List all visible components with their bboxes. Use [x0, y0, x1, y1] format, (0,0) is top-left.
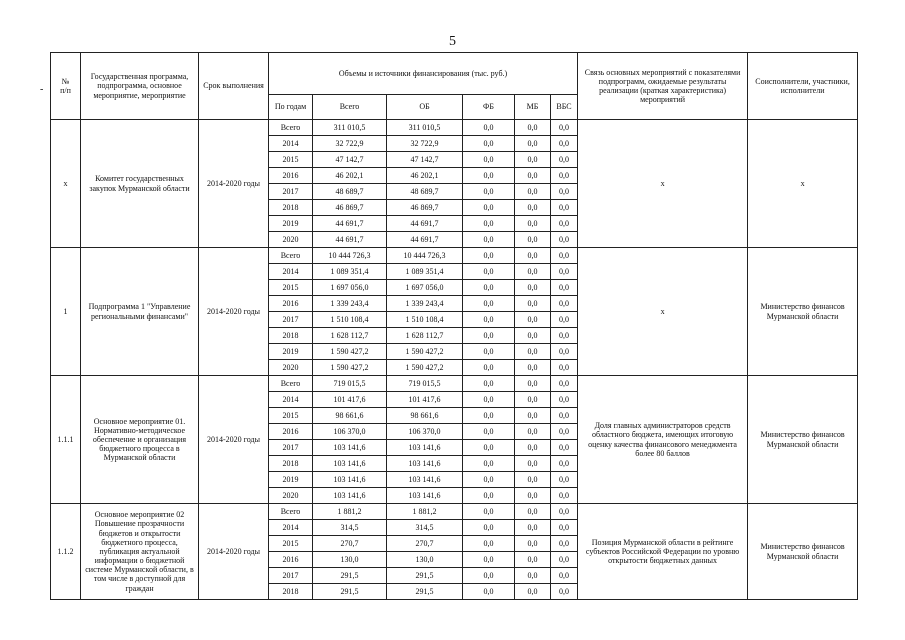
cell-fb: 0,0: [463, 584, 515, 600]
cell-year: 2019: [269, 344, 313, 360]
cell-vbs: 0,0: [551, 312, 578, 328]
cell-vbs: 0,0: [551, 328, 578, 344]
cell-total: 1 697 056,0: [313, 280, 387, 296]
cell-ob: 103 141,6: [387, 472, 463, 488]
cell-mb: 0,0: [515, 328, 551, 344]
cell-ob: 98 661,6: [387, 408, 463, 424]
cell-ob: 1 590 427,2: [387, 344, 463, 360]
cell-year: 2018: [269, 200, 313, 216]
cell-total: 103 141,6: [313, 488, 387, 504]
cell-mb: 0,0: [515, 280, 551, 296]
cell-vbs: 0,0: [551, 408, 578, 424]
cell-year: 2017: [269, 440, 313, 456]
cell-total: 291,5: [313, 568, 387, 584]
cell-year: 2016: [269, 296, 313, 312]
header-program: Государственная программа, подпрограмма, основное мероприятие, мероприятие: [81, 53, 199, 120]
program-name: Основное мероприятие 02 Повышение прозрачности бюджетов и открытости бюджетного процесса, публикация актуальной информации о бюджетной системе Мурманской области, в том числе в доступной для граждан: [81, 504, 199, 600]
cell-ob: 291,5: [387, 584, 463, 600]
cell-mb: 0,0: [515, 312, 551, 328]
cell-fb: 0,0: [463, 152, 515, 168]
cell-mb: 0,0: [515, 536, 551, 552]
cell-vbs: 0,0: [551, 136, 578, 152]
header-vbs: ВБС: [551, 95, 578, 120]
cell-vbs: 0,0: [551, 536, 578, 552]
cell-year: 2015: [269, 408, 313, 424]
cell-fb: 0,0: [463, 248, 515, 264]
cell-total: 291,5: [313, 584, 387, 600]
cell-ob: 270,7: [387, 536, 463, 552]
program-name: Комитет государственных закупок Мурманской области: [81, 120, 199, 248]
cell-mb: 0,0: [515, 296, 551, 312]
cell-year: 2020: [269, 360, 313, 376]
cell-total: 103 141,6: [313, 456, 387, 472]
cell-year: 2015: [269, 152, 313, 168]
cell-vbs: 0,0: [551, 200, 578, 216]
cell-ob: 46 869,7: [387, 200, 463, 216]
table-row: [51, 248, 858, 264]
cell-ob: 32 722,9: [387, 136, 463, 152]
header-fb: ФБ: [463, 95, 515, 120]
cell-mb: 0,0: [515, 504, 551, 520]
cell-ob: 1 628 112,7: [387, 328, 463, 344]
cell-fb: 0,0: [463, 216, 515, 232]
financing-table: [50, 52, 858, 600]
cell-ob: 1 881,2: [387, 504, 463, 520]
cell-fb: 0,0: [463, 472, 515, 488]
cell-year: 2020: [269, 488, 313, 504]
cell-fb: 0,0: [463, 488, 515, 504]
cell-total: 106 370,0: [313, 424, 387, 440]
header-total: Всего: [313, 95, 387, 120]
row-number: 1.1.1: [51, 376, 81, 504]
cell-fb: 0,0: [463, 136, 515, 152]
term-cell: 2014-2020 годы: [199, 120, 269, 248]
cell-fb: 0,0: [463, 360, 515, 376]
cell-total: 10 444 726,3: [313, 248, 387, 264]
executors-cell: Министерство финансов Мурманской области: [748, 504, 858, 600]
cell-ob: 101 417,6: [387, 392, 463, 408]
cell-vbs: 0,0: [551, 376, 578, 392]
cell-mb: 0,0: [515, 344, 551, 360]
cell-mb: 0,0: [515, 376, 551, 392]
cell-ob: 719 015,5: [387, 376, 463, 392]
link-cell: x: [578, 120, 748, 248]
cell-year: Всего: [269, 120, 313, 136]
table-row: [51, 376, 858, 392]
cell-total: 1 510 108,4: [313, 312, 387, 328]
cell-mb: 0,0: [515, 584, 551, 600]
cell-total: 270,7: [313, 536, 387, 552]
cell-fb: 0,0: [463, 520, 515, 536]
cell-fb: 0,0: [463, 568, 515, 584]
cell-vbs: 0,0: [551, 456, 578, 472]
program-name: Основное мероприятие 01. Нормативно-методическое обеспечение и организация бюджетного процесса в Мурманской области: [81, 376, 199, 504]
term-cell: 2014-2020 годы: [199, 248, 269, 376]
cell-vbs: 0,0: [551, 120, 578, 136]
cell-ob: 1 590 427,2: [387, 360, 463, 376]
cell-year: 2019: [269, 472, 313, 488]
table-body: [51, 120, 858, 600]
cell-vbs: 0,0: [551, 184, 578, 200]
cell-fb: 0,0: [463, 408, 515, 424]
cell-vbs: 0,0: [551, 232, 578, 248]
cell-total: 101 417,6: [313, 392, 387, 408]
cell-mb: 0,0: [515, 456, 551, 472]
cell-ob: 1 089 351,4: [387, 264, 463, 280]
cell-mb: 0,0: [515, 248, 551, 264]
cell-vbs: 0,0: [551, 360, 578, 376]
cell-total: 46 202,1: [313, 168, 387, 184]
cell-total: 48 689,7: [313, 184, 387, 200]
header-term: Срок выполнения: [199, 53, 269, 120]
cell-fb: 0,0: [463, 232, 515, 248]
cell-year: 2020: [269, 232, 313, 248]
cell-fb: 0,0: [463, 312, 515, 328]
cell-year: 2014: [269, 392, 313, 408]
cell-vbs: 0,0: [551, 552, 578, 568]
cell-total: 311 010,5: [313, 120, 387, 136]
cell-year: Всего: [269, 248, 313, 264]
cell-vbs: 0,0: [551, 280, 578, 296]
row-number: 1.1.2: [51, 504, 81, 600]
cell-mb: 0,0: [515, 360, 551, 376]
cell-year: 2017: [269, 568, 313, 584]
cell-fb: 0,0: [463, 184, 515, 200]
cell-fb: 0,0: [463, 200, 515, 216]
cell-mb: 0,0: [515, 120, 551, 136]
header-financing: Объемы и источники финансирования (тыс. руб.): [269, 53, 578, 95]
cell-year: 2016: [269, 168, 313, 184]
cell-year: 2014: [269, 136, 313, 152]
cell-mb: 0,0: [515, 568, 551, 584]
cell-fb: 0,0: [463, 344, 515, 360]
cell-year: Всего: [269, 376, 313, 392]
link-cell: x: [578, 248, 748, 376]
executors-cell: Министерство финансов Мурманской области: [748, 248, 858, 376]
cell-total: 46 869,7: [313, 200, 387, 216]
cell-fb: 0,0: [463, 120, 515, 136]
cell-ob: 314,5: [387, 520, 463, 536]
cell-year: 2015: [269, 280, 313, 296]
header-executors: Соисполнители, участники, исполнители: [748, 53, 858, 120]
cell-mb: 0,0: [515, 488, 551, 504]
cell-vbs: 0,0: [551, 424, 578, 440]
cell-ob: 103 141,6: [387, 488, 463, 504]
cell-mb: 0,0: [515, 152, 551, 168]
cell-ob: 130,0: [387, 552, 463, 568]
cell-fb: 0,0: [463, 392, 515, 408]
cell-year: 2018: [269, 328, 313, 344]
cell-mb: 0,0: [515, 232, 551, 248]
header-mb: МБ: [515, 95, 551, 120]
executors-cell: Министерство финансов Мурманской области: [748, 376, 858, 504]
cell-vbs: 0,0: [551, 168, 578, 184]
cell-vbs: 0,0: [551, 472, 578, 488]
cell-total: 47 142,7: [313, 152, 387, 168]
cell-fb: 0,0: [463, 264, 515, 280]
cell-total: 1 590 427,2: [313, 360, 387, 376]
cell-mb: 0,0: [515, 264, 551, 280]
cell-ob: 44 691,7: [387, 216, 463, 232]
cell-ob: 47 142,7: [387, 152, 463, 168]
cell-mb: 0,0: [515, 424, 551, 440]
cell-fb: 0,0: [463, 280, 515, 296]
cell-ob: 103 141,6: [387, 456, 463, 472]
executors-cell: x: [748, 120, 858, 248]
cell-year: 2018: [269, 584, 313, 600]
table-row: [51, 504, 858, 520]
page-number: 5: [449, 34, 456, 49]
cell-fb: 0,0: [463, 328, 515, 344]
cell-total: 103 141,6: [313, 472, 387, 488]
link-cell: Позиция Мурманской области в рейтинге субъектов Российской Федерации по уровню открытости бюджетных данных: [578, 504, 748, 600]
cell-fb: 0,0: [463, 504, 515, 520]
cell-total: 1 628 112,7: [313, 328, 387, 344]
cell-total: 1 089 351,4: [313, 264, 387, 280]
cell-total: 98 661,6: [313, 408, 387, 424]
table-row: [51, 120, 858, 136]
cell-total: 32 722,9: [313, 136, 387, 152]
cell-fb: 0,0: [463, 552, 515, 568]
side-mark: -: [40, 84, 44, 95]
cell-year: 2017: [269, 312, 313, 328]
cell-ob: 106 370,0: [387, 424, 463, 440]
header-link: Связь основных мероприятий с показателями подпрограмм, ожидаемые результаты реализации (краткая характеристика) мероприятий: [578, 53, 748, 120]
term-cell: 2014-2020 годы: [199, 376, 269, 504]
cell-vbs: 0,0: [551, 264, 578, 280]
cell-mb: 0,0: [515, 200, 551, 216]
cell-vbs: 0,0: [551, 568, 578, 584]
cell-year: 2014: [269, 264, 313, 280]
cell-mb: 0,0: [515, 472, 551, 488]
cell-fb: 0,0: [463, 456, 515, 472]
cell-ob: 46 202,1: [387, 168, 463, 184]
cell-vbs: 0,0: [551, 520, 578, 536]
cell-ob: 103 141,6: [387, 440, 463, 456]
cell-fb: 0,0: [463, 376, 515, 392]
cell-total: 719 015,5: [313, 376, 387, 392]
cell-year: 2017: [269, 184, 313, 200]
link-cell: Доля главных администраторов средств областного бюджета, имеющих итоговую оценку качества финансового менеджмента более 80 баллов: [578, 376, 748, 504]
cell-total: 314,5: [313, 520, 387, 536]
cell-mb: 0,0: [515, 136, 551, 152]
cell-mb: 0,0: [515, 440, 551, 456]
cell-vbs: 0,0: [551, 488, 578, 504]
cell-mb: 0,0: [515, 392, 551, 408]
cell-ob: 1 339 243,4: [387, 296, 463, 312]
cell-total: 130,0: [313, 552, 387, 568]
program-name: Подпрограмма 1 "Управление региональными финансами": [81, 248, 199, 376]
cell-mb: 0,0: [515, 408, 551, 424]
cell-mb: 0,0: [515, 184, 551, 200]
row-number: 1: [51, 248, 81, 376]
cell-vbs: 0,0: [551, 296, 578, 312]
cell-total: 1 881,2: [313, 504, 387, 520]
cell-year: 2018: [269, 456, 313, 472]
cell-vbs: 0,0: [551, 344, 578, 360]
cell-ob: 44 691,7: [387, 232, 463, 248]
cell-total: 44 691,7: [313, 232, 387, 248]
cell-year: Всего: [269, 504, 313, 520]
cell-mb: 0,0: [515, 216, 551, 232]
cell-ob: 48 689,7: [387, 184, 463, 200]
cell-mb: 0,0: [515, 552, 551, 568]
cell-total: 1 590 427,2: [313, 344, 387, 360]
cell-total: 44 691,7: [313, 216, 387, 232]
cell-ob: 1 510 108,4: [387, 312, 463, 328]
cell-vbs: 0,0: [551, 392, 578, 408]
term-cell: 2014-2020 годы: [199, 504, 269, 600]
cell-ob: 1 697 056,0: [387, 280, 463, 296]
cell-total: 1 339 243,4: [313, 296, 387, 312]
cell-year: 2019: [269, 216, 313, 232]
cell-mb: 0,0: [515, 168, 551, 184]
cell-vbs: 0,0: [551, 248, 578, 264]
cell-total: 103 141,6: [313, 440, 387, 456]
cell-year: 2014: [269, 520, 313, 536]
cell-vbs: 0,0: [551, 440, 578, 456]
cell-fb: 0,0: [463, 168, 515, 184]
cell-fb: 0,0: [463, 424, 515, 440]
cell-vbs: 0,0: [551, 584, 578, 600]
row-number: x: [51, 120, 81, 248]
cell-fb: 0,0: [463, 440, 515, 456]
cell-vbs: 0,0: [551, 504, 578, 520]
cell-year: 2016: [269, 424, 313, 440]
cell-mb: 0,0: [515, 520, 551, 536]
cell-ob: 291,5: [387, 568, 463, 584]
cell-year: 2016: [269, 552, 313, 568]
header-ob: ОБ: [387, 95, 463, 120]
cell-ob: 10 444 726,3: [387, 248, 463, 264]
cell-vbs: 0,0: [551, 216, 578, 232]
cell-fb: 0,0: [463, 536, 515, 552]
cell-fb: 0,0: [463, 296, 515, 312]
cell-vbs: 0,0: [551, 152, 578, 168]
header-no: № п/п: [51, 53, 81, 120]
cell-year: 2015: [269, 536, 313, 552]
header-by-years: По годам: [269, 95, 313, 120]
cell-ob: 311 010,5: [387, 120, 463, 136]
